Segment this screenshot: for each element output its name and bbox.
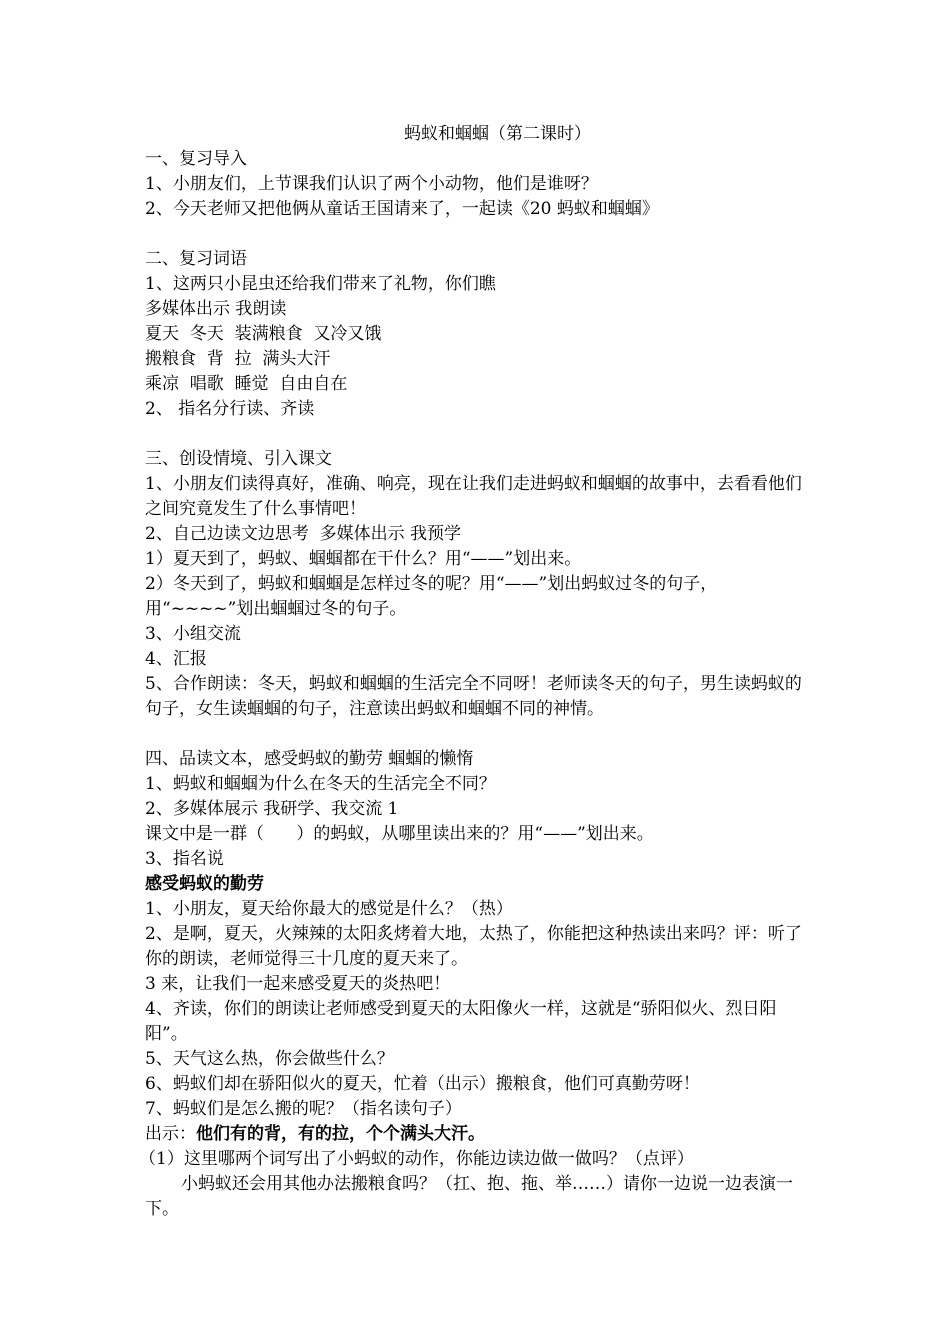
blank-line	[145, 222, 810, 247]
section-heading: 四、品读文本，感受蚂蚁的勤劳 蝈蝈的懒惰	[145, 749, 474, 769]
paragraph: （1）这里哪两个词写出了小蚂蚁的动作，你能边读边做一做吗？（点评）	[139, 1149, 694, 1169]
show-sentence	[145, 1122, 810, 1147]
paragraph: 课文中是一群（ ）的蚂蚁，从哪里读出来的？用“——”划出来。	[145, 824, 654, 844]
paragraph: 2、是啊，夏天，火辣辣的太阳炙烤着大地，太热了，你能把这种热读出来吗？评：听了你的朗读，老师觉得三十几度的夏天来了。	[145, 924, 802, 969]
paragraph: 1、蚂蚁和蝈蝈为什么在冬天的生活完全不同？	[145, 774, 496, 794]
word-list: 夏天 冬天 装满粮食 又冷又饿	[145, 324, 382, 344]
paragraph: 3、指名说	[145, 849, 224, 869]
paragraph: 2）冬天到了，蚂蚁和蝈蝈是怎样过冬的呢？用“——”划出蚂蚁过冬的句子，用“~~~~”划出蝈蝈过冬的句子。	[145, 574, 718, 619]
paragraph: 2、 指名分行读、齐读	[145, 399, 315, 419]
section-heading: 一、复习导入	[145, 149, 247, 169]
word-list: 搬粮食 背 拉 满头大汗	[145, 349, 331, 369]
paragraph: 1、小朋友们，上节课我们认识了两个小动物，他们是谁呀？	[145, 174, 598, 194]
paragraph: 2、多媒体展示 我研学、我交流 1	[145, 799, 399, 819]
section-heading: 三、创设情境、引入课文	[145, 449, 332, 469]
section-review-words	[145, 247, 810, 422]
document-title: 蚂蚁和蝈蝈（第二课时）	[404, 124, 591, 144]
word-list: 乘凉 唱歌 睡觉 自由自在	[145, 374, 348, 394]
paragraph: 1、小朋友，夏天给你最大的感觉是什么？（热）	[145, 899, 513, 919]
paragraph: 1、这两只小昆虫还给我们带来了礼物，你们瞧	[145, 274, 496, 294]
paragraph: 5、天气这么热，你会做些什么？	[145, 1049, 394, 1069]
section-read-text	[139, 747, 810, 1222]
section-create-context	[145, 447, 810, 722]
paragraph: 5、合作朗读：冬天，蚂蚁和蝈蝈的生活完全不同呀！老师读冬天的句子，男生读蚂蚁的句子，女生读蝈蝈的句子，注意读出蚂蚁和蝈蝈不同的神情。	[145, 674, 802, 719]
blank-line	[145, 722, 810, 747]
paragraph: 4、汇报	[145, 649, 207, 669]
paragraph: 3 来，让我们一起来感受夏天的炎热吧！	[145, 974, 451, 994]
show-text: 他们有的背，有的拉，个个满头大汗。	[196, 1124, 485, 1144]
section-heading: 二、复习词语	[145, 249, 247, 269]
show-prefix: 出示：	[145, 1124, 196, 1144]
paragraph: 2、自己边读文边思考 多媒体出示 我预学	[145, 524, 462, 544]
paragraph: 3、小组交流	[145, 624, 241, 644]
subheading: 感受蚂蚁的勤劳	[145, 874, 264, 894]
paragraph: 2、今天老师又把他俩从童话王国请来了，一起读《20 蚂蚁和蝈蝈》	[145, 199, 659, 219]
paragraph: 多媒体出示 我朗读	[145, 299, 287, 319]
paragraph: 1）夏天到了，蚂蚁、蝈蝈都在干什么？用“——”划出来。	[145, 549, 582, 569]
paragraph: 1、小朋友们读得真好，准确、响亮，现在让我们走进蚂蚁和蝈蝈的故事中，去看看他们之间究竟发生了什么事情吧！	[145, 474, 802, 519]
paragraph: 4、齐读，你们的朗读让老师感受到夏天的太阳像火一样，这就是“骄阳似火、烈日阳阳”。	[145, 999, 777, 1044]
section-review-intro	[145, 147, 810, 222]
paragraph: 6、蚂蚁们却在骄阳似火的夏天，忙着（出示）搬粮食，他们可真勤劳呀！	[145, 1074, 700, 1094]
blank-line	[145, 422, 810, 447]
paragraph: 7、蚂蚁们是怎么搬的呢？（指名读句子）	[145, 1099, 462, 1119]
paragraph: 小蚂蚁还会用其他办法搬粮食吗？（扛、抱、拖、举……）请你一边说一边表演一下。	[145, 1174, 793, 1219]
